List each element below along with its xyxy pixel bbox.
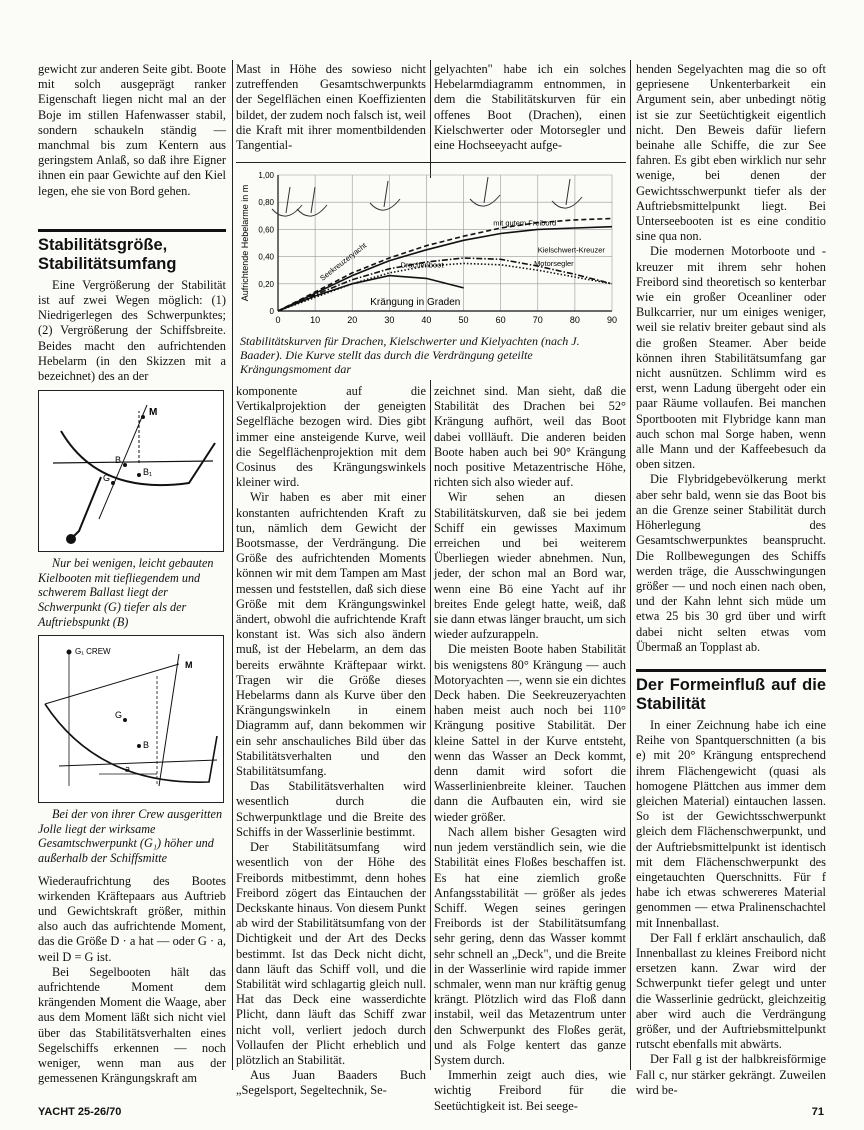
paragraph: gelyachten" habe ich ein solches Hebelarmdiagramm entnommen, in dem die Stabilitätskurven für ein offenes Boot (Drachen), einen Kielschwerter oder Motorsegler und eine Hochseeyacht aufge- bbox=[434, 62, 626, 153]
paragraph: Nach allem bisher Gesagten wird nun jedem verständlich sein, wie die Stabilität eines Floßes beschaffen ist. Es hat eine ziemlich große Anfangsstabilität — größer als jedes Schiff. Wegen seines geringen Freibords ist der Stabilitätsumfang sehr gering, denn das Wasser kommt sehr schnell an „Deck", und die Breite in der Wasserlinie wird rapide immer schmaler, wenn man nur kräftig genug krängt. Plötzlich wird das Floß dann instabil, weil das Metazentrum unter den Schwerpunkt des Floßes gerät, und als Folge kentert das ganze System durch. bbox=[434, 824, 626, 1067]
paragraph: In einer Zeichnung habe ich eine Reihe von Spantquerschnitten (a bis e) mit 20° Krängung entsprechend ihrem Flächengewicht (quasi als homogene Plättchen aus immer dem gleichen Material) eintauchen lassen. So ist der Gewichtsschwerpunkt gleich dem Flächenschwerpunkt, und der Auftriebsmittelpunkt ist identisch mit dem Flächenschwerpunkt des eingetauchten Querschnitts. Für f habe ich etwas schwereres Material genommen — etwa Pralinenschachtel mit Innenballast. bbox=[636, 717, 826, 930]
x-axis-label: Krängung in Graden bbox=[370, 297, 461, 308]
series-label: Seekreuzeryacht bbox=[318, 240, 369, 283]
column-rule bbox=[430, 60, 431, 178]
series-label: Motorsegler bbox=[534, 259, 574, 269]
boat-sketch bbox=[552, 179, 582, 208]
figure-keelboat bbox=[38, 390, 224, 552]
y-tick-label: 0,80 bbox=[258, 198, 274, 208]
series-label: mit gutem Freibord bbox=[493, 218, 557, 228]
series-label: Kielschwert-Kreuzer bbox=[537, 245, 605, 255]
paragraph: Der Fall g ist der halbkreisförmige Fall c, nur stärker gekrängt. Zuweilen wird be- bbox=[636, 1052, 826, 1097]
footer-issue: YACHT 25-26/70 bbox=[38, 1106, 122, 1118]
paragraph: gewicht zur anderen Seite gibt. Boote mit solch ausgeprägt ranker Eigenschaft liegen nicht mal an der Boje im stillen Hafenwasser stabil, sondern schaukeln ständig — manchmal bis zum Kentern aus geringstem Anlaß, so daß ihre Eigner ihnen ein paar Gewichte auf den Kiel legen, ehe sie von Bord gehen. bbox=[38, 62, 226, 198]
figure-caption: Nur bei wenigen, leicht gebauten Kielbooten mit tiefliegendem und schwerem Ballast liegt der Schwerpunkt (G) tiefer als der Auftriebspunkt (B) bbox=[38, 556, 214, 629]
x-tick-label: 0 bbox=[275, 315, 281, 325]
x-tick-label: 30 bbox=[384, 315, 395, 325]
label-g: G bbox=[115, 710, 123, 721]
paragraph: Die modernen Motorboote und -kreuzer mit ihrem sehr hohen Freibord sind theoretisch so kenterbar wie ein großer Oceanliner oder Bulkcarrier, nur um einiges weniger, weil sie relativ breiter gebaut sind als die großen Steamer. Aber beide können ihren Stabilitätsumfang gar nicht ausnützen. Schlimm wird es erst, wenn Ladung übergeht oder ein paar Räume vollaufen. Bei manchen Sportbooten mit Flybridge kann man auch schon mal Sorge haben, wenn alle Mann und der Kaffeebesuch da oben sitzen. bbox=[636, 244, 826, 472]
x-tick-label: 90 bbox=[606, 315, 618, 325]
paragraph: Der Stabilitätsumfang wird wesentlich von der Höhe des Freibords mitbestimmt, denn hohes Freibord zögert das Eintauchen der Deckskante hinaus. Von diesem Punkt ab wird der Stabilitätsumfang von der Dichtigkeit und der Art des Decks bestimmt. Ist das Deck nicht dicht, dann läuft das Schiff voll, und die Stabilität wird schlagartig gleich null. Hat das Deck eine wasserdichte Plicht, dann läuft das Schiff zwar nicht voll, verliert jedoch durch Vollaufen der Plicht erheblich und plötzlich an Stabilität. bbox=[236, 840, 426, 1067]
section-heading: Stabilitätsgröße, Stabilitätsumfang bbox=[38, 229, 226, 274]
page-number: 71 bbox=[811, 1106, 824, 1118]
x-tick-label: 40 bbox=[421, 315, 432, 325]
boat-sketch bbox=[297, 187, 327, 216]
paragraph: Die meisten Boote haben Stabilität bis wenigstens 80° Krängung — auch Motoryachten —, wenn sie ein dichtes Deck haben. Die Seekreuzeryachten haben meist auch noch bei 110° Krängung positive Stabilität. Der kleine Sattel in der Kurve entsteht, wenn das Wasser an Deck kommt, denn damit wird sofort die Wasserlinienbreite kleiner. Tauchen dann die Aufbauten ein, wird sie wieder größer. bbox=[434, 642, 626, 824]
section-heading: Der Formeinfluß auf die Stabilität bbox=[636, 669, 826, 714]
paragraph: Wir sehen an diesen Stabilitätskurven, daß sie bei jedem Schiff ein gewisses Maximum erreichen und bei weiterem Überliegen wieder abnehmen. Nun, jeder, der schon mal an Bord war, wenn eine Bö eine Yacht auf ihr breites Ende gelegt hatte, weiß, daß sie dann etwas länger braucht, um sich wieder aufzurappeln. bbox=[434, 490, 626, 642]
x-tick-label: 80 bbox=[569, 315, 580, 325]
paragraph: Bei Segelbooten hält das aufrichtende Moment dem krängenden Moment die Waage, aber aus dem Moment läßt sich nicht viel über das Stabilitätsverhalten eines Segelschiffs erkennen — noch weniger, wenn man aus der gemessenen Krängungskraft am bbox=[38, 964, 226, 1086]
y-tick-label: 0,20 bbox=[258, 279, 274, 289]
series-label: Drachenboot bbox=[400, 260, 444, 270]
y-tick-label: 0,60 bbox=[258, 225, 274, 235]
paragraph: Eine Vergrößerung der Stabilität ist auf zwei Wegen möglich: (1) Niedrigerlegen des Schwerpunktes; (2) Vergrößerung der Schiffsbreite. Beides macht den aufrichtenden Hebelarm (in den Skizzen mit a bezeichnet) des an der bbox=[38, 277, 226, 384]
paragraph: Das Stabilitätsverhalten wird wesentlich durch die Schwerpunktlage und die Breite des Schiffs in der Wasserlinie bestimmt. bbox=[236, 779, 426, 839]
y-tick-label: 1,00 bbox=[258, 171, 274, 180]
boat-sketch bbox=[370, 181, 400, 210]
column-2-top bbox=[236, 62, 426, 153]
paragraph: Der Fall f erklärt anschaulich, daß Innenballast zu kleines Freibord nicht ersetzen kann. Zwar wird der Schwerpunkt tiefer gelegt und unter die Wasserlinie gedrückt, gleichzeitig aber wird auch die Verdrängung größer, und der Auftriebsmittelpunkt rutscht ebenfalls mit abwärts. bbox=[636, 930, 826, 1052]
y-tick-label: 0 bbox=[269, 307, 274, 316]
y-axis-label: Aufrichtende Hebelarme in m bbox=[240, 184, 250, 302]
x-tick-label: 10 bbox=[310, 315, 321, 325]
label-m: M bbox=[149, 407, 158, 419]
paragraph: Immerhin zeigt auch dies, wie wichtig Freibord für die Seetüchtigkeit ist. Bei seege- bbox=[434, 1068, 626, 1113]
column-3 bbox=[434, 384, 626, 1114]
figure-dinghy bbox=[38, 635, 224, 803]
paragraph: Die Flybridgebevölkerung merkt aber sehr bald, wenn sie das Boot bis an die Grenze seiner Stabilität durch Höherlegung des Gesamtschwerpunktes beansprucht. Die Rollbewegungen des Schiffs werden träge, die Ausschwingungen größer — und noch einen nach oben, und der Kahn lehnt sich müde um etwa 25 bis 30 grd über und wirft dabei nicht selten etwas vom Übermaß an Topplast ab. bbox=[636, 472, 826, 654]
dinghy-diagram bbox=[39, 636, 223, 802]
paragraph: Aus Juan Baaders Buch „Segelsport, Segeltechnik, Se- bbox=[236, 1068, 426, 1098]
paragraph: zeichnet sind. Man sieht, daß die Stabilität des Drachen bei 52° Krängung aufhört, weil das Boot dabei vollläuft. Die anderen beiden Boote haben auch bei 90° Krängung noch positive Metazentrische Höhe, richten sich also wieder auf. bbox=[434, 384, 626, 490]
label-a: a bbox=[125, 764, 131, 775]
y-tick-label: 0,40 bbox=[258, 252, 274, 262]
stability-chart bbox=[236, 163, 626, 335]
keelboat-diagram bbox=[39, 391, 223, 551]
paragraph: Wir haben es aber mit einer konstanten aufrichtenden Kraft zu tun, nämlich dem Gewicht der Bootsmasse, der Verdrängung. Die Größe des aufrichtenden Moments können wir mit dem Tampen am Mast messen und feststellen, daß sich diese Größe mit dem Krängungswinkel ändert, obwohl die aufrichtende Kraft konstant ist. Was sich also ändern muß, ist der Hebelarm, an dem das bereits erwähnte Kräftepaar wirkt. Tragen wir die Größe dieses Hebelarms dann als Kurve über den Krängungswinkeln in einem Diagramm auf, dann bekommen wir ein sehr anschauliches Bild über das Stabilitätsverhalten und den Stabilitätsumfang. bbox=[236, 490, 426, 779]
paragraph: henden Segelyachten mag die so oft gepriesene Unkenterbarkeit ein Argument sein, aber unbedingt nötig ist sie zur Seetüchtigkeit eigentlich nicht. Den Beweis dafür liefern beinahe alle Schiffe, die zur See fahren. Es gibt eben wirklich nur sehr wenige, bei denen der Gewichtsschwerpunkt tiefer als der Auftriebsmittelpunkt liegt. Bei Unterseebooten ist es eine conditio sine qua non. bbox=[636, 62, 826, 244]
label-g: G bbox=[103, 473, 111, 484]
stability-chart-figure bbox=[236, 162, 626, 335]
label-b: B bbox=[143, 740, 150, 751]
paragraph: Mast in Höhe des sowieso nicht zutreffenden Gesamtschwerpunkts der Segelflächen einen Koeffizienten bildet, der zudem noch falsch ist, weil die Kraft mit ihrer momentbildenden Tangential- bbox=[236, 62, 426, 153]
column-rule bbox=[430, 380, 431, 1070]
boat-sketch bbox=[470, 177, 500, 206]
label-crew: G₁ CREW bbox=[75, 647, 111, 657]
x-tick-label: 70 bbox=[532, 315, 543, 325]
column-2 bbox=[236, 384, 426, 1099]
x-tick-label: 60 bbox=[495, 315, 506, 325]
label-m: M bbox=[185, 660, 193, 671]
paragraph: komponente auf die Vertikalprojektion der geneigten Segelfläche bezogen wird. Dies gibt immer eine ansteigende Kurve, weil die Segelflächenprojektion mit dem Cosinus des Krängungswinkels kleiner wird. bbox=[236, 384, 426, 490]
label-b: B bbox=[115, 455, 122, 466]
label-b1: B₁ bbox=[143, 467, 153, 478]
column-3-top bbox=[434, 62, 626, 153]
boat-sketch bbox=[272, 187, 302, 216]
column-rule bbox=[232, 60, 233, 1070]
column-4 bbox=[636, 62, 826, 1098]
paragraph: Wiederaufrichtung des Bootes wirkenden Kräftepaars aus Auftrieb und Gewichtskraft größer, mithin also auch das aufrichtende Moment, das die Größe D · a hat — oder G · a, weil D = G ist. bbox=[38, 873, 226, 964]
x-tick-label: 20 bbox=[347, 315, 358, 325]
x-tick-label: 50 bbox=[458, 315, 469, 325]
column-rule bbox=[630, 60, 631, 1070]
column-1 bbox=[38, 62, 226, 1086]
chart-caption: Stabilitätskurven für Drachen, Kielschwerter und Kielyachten (nach J. Baader). Die Kurve stellt das durch die Verdrängung geteilte Krängungsmoment dar bbox=[240, 334, 580, 376]
figure-caption: Bei der von ihrer Crew ausgeritten Jolle liegt der wirksame Gesamtschwerpunkt (G₁) höher und außerhalb der Schiffsmitte bbox=[38, 807, 223, 865]
